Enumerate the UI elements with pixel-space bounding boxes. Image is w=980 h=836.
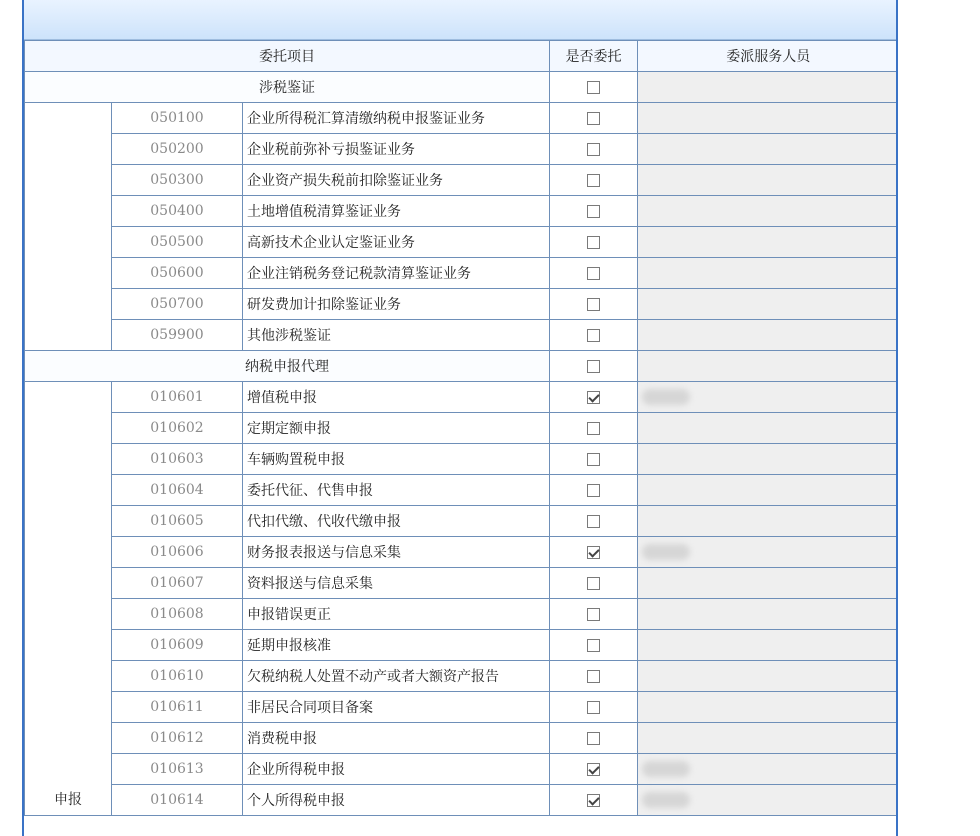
entrust-checkbox[interactable] [587, 391, 600, 404]
panel-header-bar [24, 0, 896, 40]
item-name: 财务报表报送与信息采集 [243, 537, 550, 568]
entrust-checkbox-cell [550, 165, 638, 196]
item-name: 企业所得税申报 [243, 754, 550, 785]
entrust-checkbox[interactable] [587, 267, 600, 280]
entrust-checkbox-cell [550, 258, 638, 289]
redacted-staff-name [642, 389, 690, 405]
redacted-staff-name [642, 792, 690, 808]
entrust-checkbox-cell [550, 537, 638, 568]
staff-field[interactable] [638, 599, 899, 630]
group-header-row [25, 351, 899, 382]
table-row [25, 661, 899, 692]
entrust-checkbox-cell [550, 568, 638, 599]
item-name: 企业注销税务登记税款清算鉴证业务 [243, 258, 550, 289]
item-code: 010614 [112, 785, 243, 816]
item-name: 土地增值税清算鉴证业务 [243, 196, 550, 227]
table-row [25, 196, 899, 227]
entrust-checkbox[interactable] [587, 515, 600, 528]
item-code: 010607 [112, 568, 243, 599]
entrust-panel [22, 0, 898, 836]
item-code: 050600 [112, 258, 243, 289]
table-row [25, 723, 899, 754]
entrust-checkbox-cell [550, 661, 638, 692]
entrust-checkbox-cell [550, 444, 638, 475]
group-title: 纳税申报代理 [25, 351, 550, 382]
entrust-checkbox-cell [550, 134, 638, 165]
item-name: 消费税申报 [243, 723, 550, 754]
table-row [25, 103, 899, 134]
table-row [25, 320, 899, 351]
staff-field[interactable] [638, 289, 899, 320]
entrust-checkbox[interactable] [587, 732, 600, 745]
entrust-checkbox-cell [550, 72, 638, 103]
item-name: 欠税纳税人处置不动产或者大额资产报告 [243, 661, 550, 692]
item-code: 010613 [112, 754, 243, 785]
entrust-checkbox-cell [550, 475, 638, 506]
item-code: 050500 [112, 227, 243, 258]
staff-field[interactable] [638, 413, 899, 444]
item-code: 010609 [112, 630, 243, 661]
entrust-checkbox[interactable] [587, 422, 600, 435]
entrust-checkbox[interactable] [587, 763, 600, 776]
staff-field[interactable] [638, 196, 899, 227]
staff-field[interactable] [638, 351, 899, 382]
table-row [25, 630, 899, 661]
staff-field[interactable] [638, 382, 899, 413]
staff-field[interactable] [638, 165, 899, 196]
entrust-checkbox[interactable] [587, 608, 600, 621]
table-row [25, 382, 899, 413]
table-header-row [25, 41, 899, 72]
item-code: 010601 [112, 382, 243, 413]
entrust-checkbox-cell [550, 506, 638, 537]
item-code: 050400 [112, 196, 243, 227]
table-row [25, 165, 899, 196]
staff-field[interactable] [638, 785, 899, 816]
item-code: 010604 [112, 475, 243, 506]
table-row [25, 506, 899, 537]
entrust-checkbox[interactable] [587, 81, 600, 94]
staff-field[interactable] [638, 630, 899, 661]
staff-field[interactable] [638, 661, 899, 692]
staff-field[interactable] [638, 754, 899, 785]
group-header-row [25, 72, 899, 103]
staff-field[interactable] [638, 72, 899, 103]
entrust-checkbox[interactable] [587, 577, 600, 590]
entrust-checkbox[interactable] [587, 205, 600, 218]
item-name: 代扣代缴、代收代缴申报 [243, 506, 550, 537]
entrust-checkbox[interactable] [587, 329, 600, 342]
item-name: 其他涉税鉴证 [243, 320, 550, 351]
entrust-checkbox-cell [550, 754, 638, 785]
redacted-staff-name [642, 761, 690, 777]
item-code: 050300 [112, 165, 243, 196]
entrust-checkbox[interactable] [587, 236, 600, 249]
item-name: 资料报送与信息采集 [243, 568, 550, 599]
staff-field[interactable] [638, 227, 899, 258]
item-code: 010603 [112, 444, 243, 475]
item-code: 050100 [112, 103, 243, 134]
item-name: 委托代征、代售申报 [243, 475, 550, 506]
entrust-checkbox-cell [550, 320, 638, 351]
header-item: 委托项目 [25, 41, 550, 72]
staff-field[interactable] [638, 568, 899, 599]
staff-field[interactable] [638, 723, 899, 754]
table-row [25, 413, 899, 444]
staff-field[interactable] [638, 475, 899, 506]
table-row [25, 692, 899, 723]
table-row [25, 289, 899, 320]
entrust-checkbox[interactable] [587, 639, 600, 652]
category-cell [25, 103, 112, 351]
entrust-checkbox-cell [550, 723, 638, 754]
entrust-checkbox-cell [550, 103, 638, 134]
item-name: 企业所得税汇算清缴纳税申报鉴证业务 [243, 103, 550, 134]
table-row [25, 754, 899, 785]
entrust-checkbox[interactable] [587, 143, 600, 156]
staff-field[interactable] [638, 506, 899, 537]
entrust-checkbox[interactable] [587, 112, 600, 125]
table-row [25, 785, 899, 816]
item-code: 050200 [112, 134, 243, 165]
item-code: 010606 [112, 537, 243, 568]
item-name: 企业税前弥补亏损鉴证业务 [243, 134, 550, 165]
table-row [25, 444, 899, 475]
entrust-checkbox[interactable] [587, 794, 600, 807]
entrust-checkbox-cell [550, 413, 638, 444]
table-row [25, 537, 899, 568]
staff-field[interactable] [638, 134, 899, 165]
table-row [25, 475, 899, 506]
item-name: 增值税申报 [243, 382, 550, 413]
entrust-checkbox[interactable] [587, 174, 600, 187]
staff-field[interactable] [638, 103, 899, 134]
item-name: 车辆购置税申报 [243, 444, 550, 475]
group-title: 涉税鉴证 [25, 72, 550, 103]
table-row [25, 568, 899, 599]
entrust-checkbox-cell [550, 227, 638, 258]
entrust-checkbox[interactable] [587, 670, 600, 683]
item-code: 010612 [112, 723, 243, 754]
entrust-checkbox[interactable] [587, 701, 600, 714]
redacted-staff-name [642, 544, 690, 560]
entrust-table [24, 40, 898, 816]
header-entrust: 是否委托 [550, 41, 638, 72]
item-name: 高新技术企业认定鉴证业务 [243, 227, 550, 258]
entrust-checkbox-cell [550, 351, 638, 382]
entrust-checkbox[interactable] [587, 298, 600, 311]
entrust-checkbox[interactable] [587, 546, 600, 559]
table-row [25, 134, 899, 165]
staff-field[interactable] [638, 320, 899, 351]
entrust-checkbox[interactable] [587, 360, 600, 373]
item-name: 定期定额申报 [243, 413, 550, 444]
item-name: 企业资产损失税前扣除鉴证业务 [243, 165, 550, 196]
entrust-checkbox-cell [550, 785, 638, 816]
staff-field[interactable] [638, 258, 899, 289]
item-code: 010610 [112, 661, 243, 692]
table-row [25, 599, 899, 630]
entrust-checkbox-cell [550, 630, 638, 661]
header-staff: 委派服务人员 [638, 41, 899, 72]
item-code: 050700 [112, 289, 243, 320]
entrust-checkbox[interactable] [587, 453, 600, 466]
entrust-checkbox-cell [550, 599, 638, 630]
staff-field[interactable] [638, 444, 899, 475]
item-name: 个人所得税申报 [243, 785, 550, 816]
table-row [25, 227, 899, 258]
item-code: 010608 [112, 599, 243, 630]
item-name: 非居民合同项目备案 [243, 692, 550, 723]
entrust-checkbox[interactable] [587, 484, 600, 497]
item-name: 申报错误更正 [243, 599, 550, 630]
item-code: 059900 [112, 320, 243, 351]
item-name: 研发费加计扣除鉴证业务 [243, 289, 550, 320]
category-cell: 申报 [25, 382, 112, 816]
item-code: 010605 [112, 506, 243, 537]
item-name: 延期申报核准 [243, 630, 550, 661]
staff-field[interactable] [638, 692, 899, 723]
entrust-checkbox-cell [550, 382, 638, 413]
entrust-checkbox-cell [550, 692, 638, 723]
entrust-checkbox-cell [550, 289, 638, 320]
staff-field[interactable] [638, 537, 899, 568]
entrust-checkbox-cell [550, 196, 638, 227]
table-row [25, 258, 899, 289]
item-code: 010602 [112, 413, 243, 444]
item-code: 010611 [112, 692, 243, 723]
